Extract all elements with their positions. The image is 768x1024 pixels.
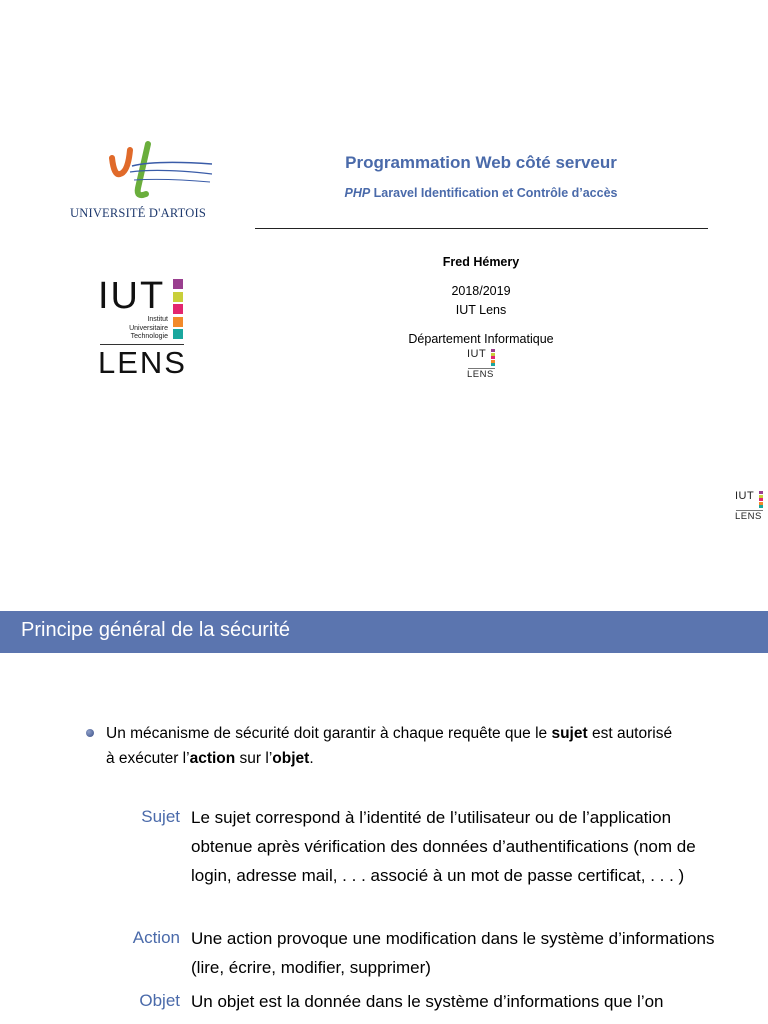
presentation-title: Programmation Web côté serveur: [345, 153, 617, 172]
frame-title-bar: [0, 611, 768, 653]
university-name: UNIVERSITÉ D'ARTOIS: [70, 206, 206, 220]
academic-year: 2018/2019: [451, 284, 511, 298]
iut-color-squares: [173, 279, 183, 342]
iut-logo-bottom: LENS: [98, 345, 187, 380]
presentation-subtitle: PHP Laravel Identification et Contrôle d’accès: [344, 186, 618, 200]
institution: IUT Lens: [455, 303, 507, 317]
department: Département Informatique: [408, 332, 554, 346]
definition-text-action: Une action provoque une modification dans le système d’informations (lire, écrire, modifier, supprimer): [191, 929, 715, 977]
definition-term-action: Action: [132, 928, 180, 947]
definition-text-sujet: Le sujet correspond à l’identité de l’utilisateur ou de l’application obtenue après vérification des données d’authentifications (nom de login, adresse mail, . . . associé à un mot de passe certificat, . . . ): [191, 808, 696, 885]
title-divider: [255, 228, 708, 229]
iut-logo-subtitle: Institut Universitaire Technologie: [129, 316, 168, 340]
frame-title: Principe général de la sécurité: [21, 619, 291, 641]
iut-logo-top: IUT: [98, 275, 166, 317]
definition-text-objet: Un objet est la donnée dans le système d’informations que l’on: [191, 992, 664, 1011]
iut-lens-logo: [98, 276, 190, 380]
universite-artois-logo: [70, 140, 220, 225]
iut-lens-corner-logo: IUT LENS: [735, 490, 762, 522]
ua-emblem-icon: [70, 140, 215, 204]
author-name: Fred Hémery: [442, 255, 520, 269]
bullet-item: Un mécanisme de sécurité doit garantir à chaque requête que le sujet est autorisé à exécuter l’action sur l’objet.: [106, 725, 673, 767]
iut-lens-small-logo: IUT LENS: [467, 348, 494, 380]
bullet-icon: [86, 729, 94, 737]
definition-term-objet: Objet: [139, 991, 180, 1010]
definition-term-sujet: Sujet: [141, 807, 180, 826]
